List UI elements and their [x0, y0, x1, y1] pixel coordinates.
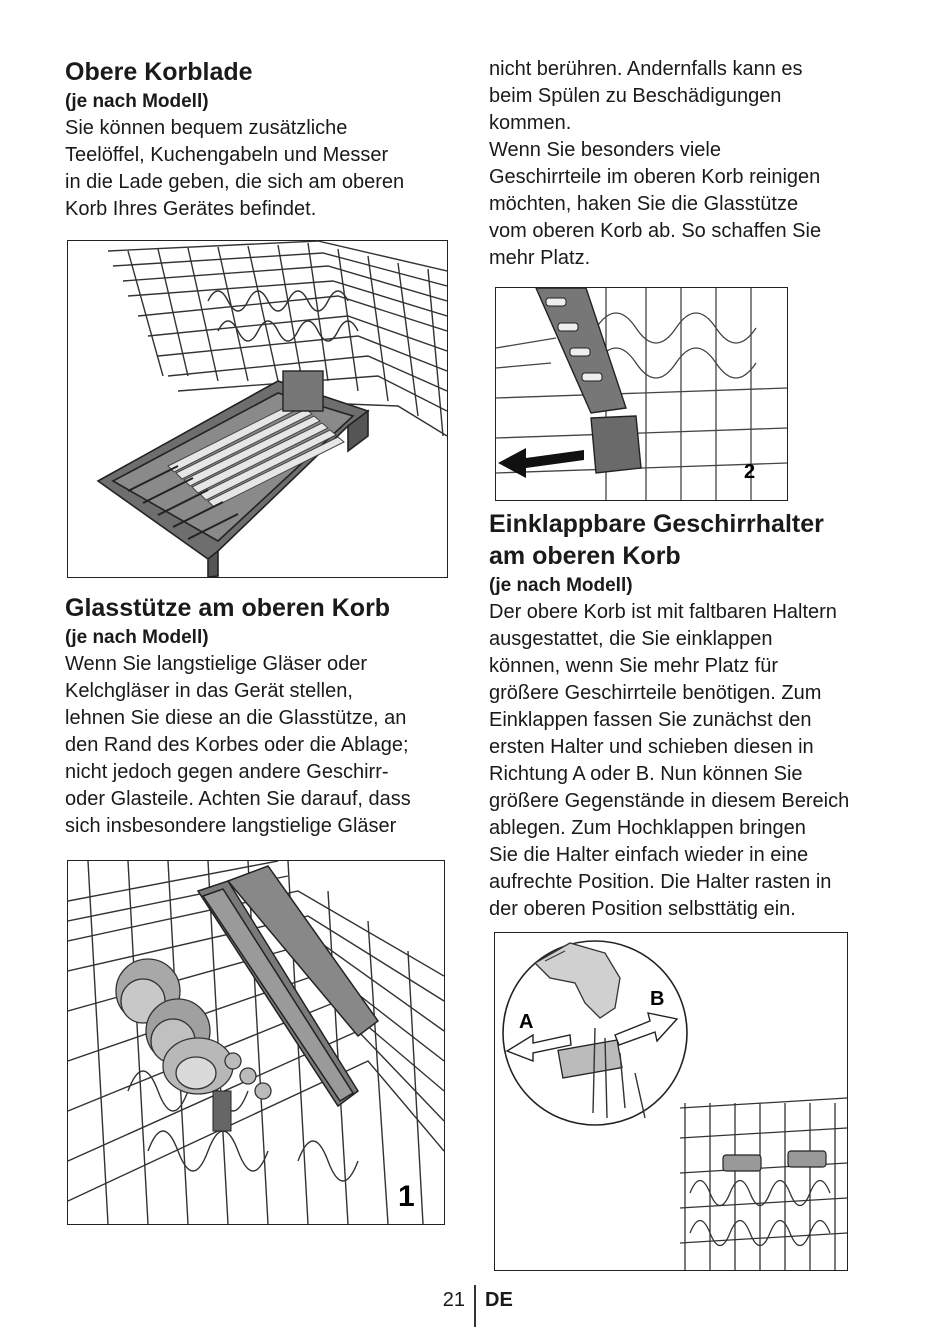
folding-holders-figure — [494, 932, 848, 1271]
glass-support-illustration — [68, 861, 444, 1224]
section-title-einklappbare-line2: am oberen Korb — [489, 542, 681, 570]
glass-support-figure — [67, 860, 445, 1225]
cutlery-drawer-illustration — [68, 241, 447, 577]
section-title-glasstuetze: Glasstütze am oberen Korb — [65, 594, 391, 622]
language-code: DE — [485, 1289, 513, 1311]
folding-holders-illustration — [495, 933, 847, 1270]
cutlery-drawer-figure — [67, 240, 448, 578]
footer-divider — [474, 1285, 476, 1327]
section-title-obere-korblade: Obere Korblade — [65, 58, 253, 86]
remove-support-illustration — [496, 288, 787, 500]
right-column-top — [489, 56, 909, 272]
section-body-glasstuetze-continued: nicht berühren. Andernfalls kann es beim Spülen zu Beschädigungen kommen. Wenn Sie besonders viele Geschirrteile im oberen Korb reinigen möchten, haken Sie die Glasstütze vom oberen Korb ab. So schaffen Sie mehr Platz. — [489, 58, 822, 269]
direction-label-b: B — [650, 988, 665, 1010]
section-subtitle-obere-korblade: (je nach Modell) — [65, 91, 209, 112]
section-subtitle-glasstuetze: (je nach Modell) — [65, 627, 209, 648]
figure-number-1: 1 — [398, 1180, 415, 1213]
section-body-glasstuetze: Wenn Sie langstielige Gläser oder Kelchgläser in das Gerät stellen, lehnen Sie diese an die Glasstütze, an den Rand des Korbes oder die Ablage; nicht jedoch gegen andere Geschirr- oder Glasteile. Achten Sie darauf, dass sich insbesondere langstielige Gläser — [65, 653, 411, 837]
figure-number-2: 2 — [744, 461, 756, 483]
page-number: 21 — [442, 1289, 465, 1311]
section-body-einklappbare: Der obere Korb ist mit faltbaren Haltern ausgestattet, die Sie einklappen können, wenn Sie mehr Platz für größere Geschirrteile benötigen. Zum Einklappen fassen Sie zunächst den ersten Halter und schieben diesen in Richtung A oder B. Nun können Sie größere Gegenstände in diesem Bereich ablegen. Zum Hochklappen bringen Sie die Halter einfach wieder in eine aufrechte Position. Die Halter rasten in der oberen Position selbsttätig ein. — [489, 601, 850, 920]
section-body-obere-korblade: Sie können bequem zusätzliche Teelöffel, Kuchengabeln und Messer in die Lade geben, die sich am oberen Korb Ihres Gerätes befindet. — [65, 117, 405, 220]
remove-support-figure — [495, 287, 788, 501]
section-title-einklappbare-line1: Einklappbare Geschirrhalter — [489, 510, 824, 538]
direction-label-a: A — [519, 1011, 534, 1033]
foldable-holders-section — [489, 508, 909, 923]
glass-support-section — [65, 592, 465, 840]
left-column — [65, 56, 465, 223]
section-subtitle-einklappbare: (je nach Modell) — [489, 575, 633, 596]
